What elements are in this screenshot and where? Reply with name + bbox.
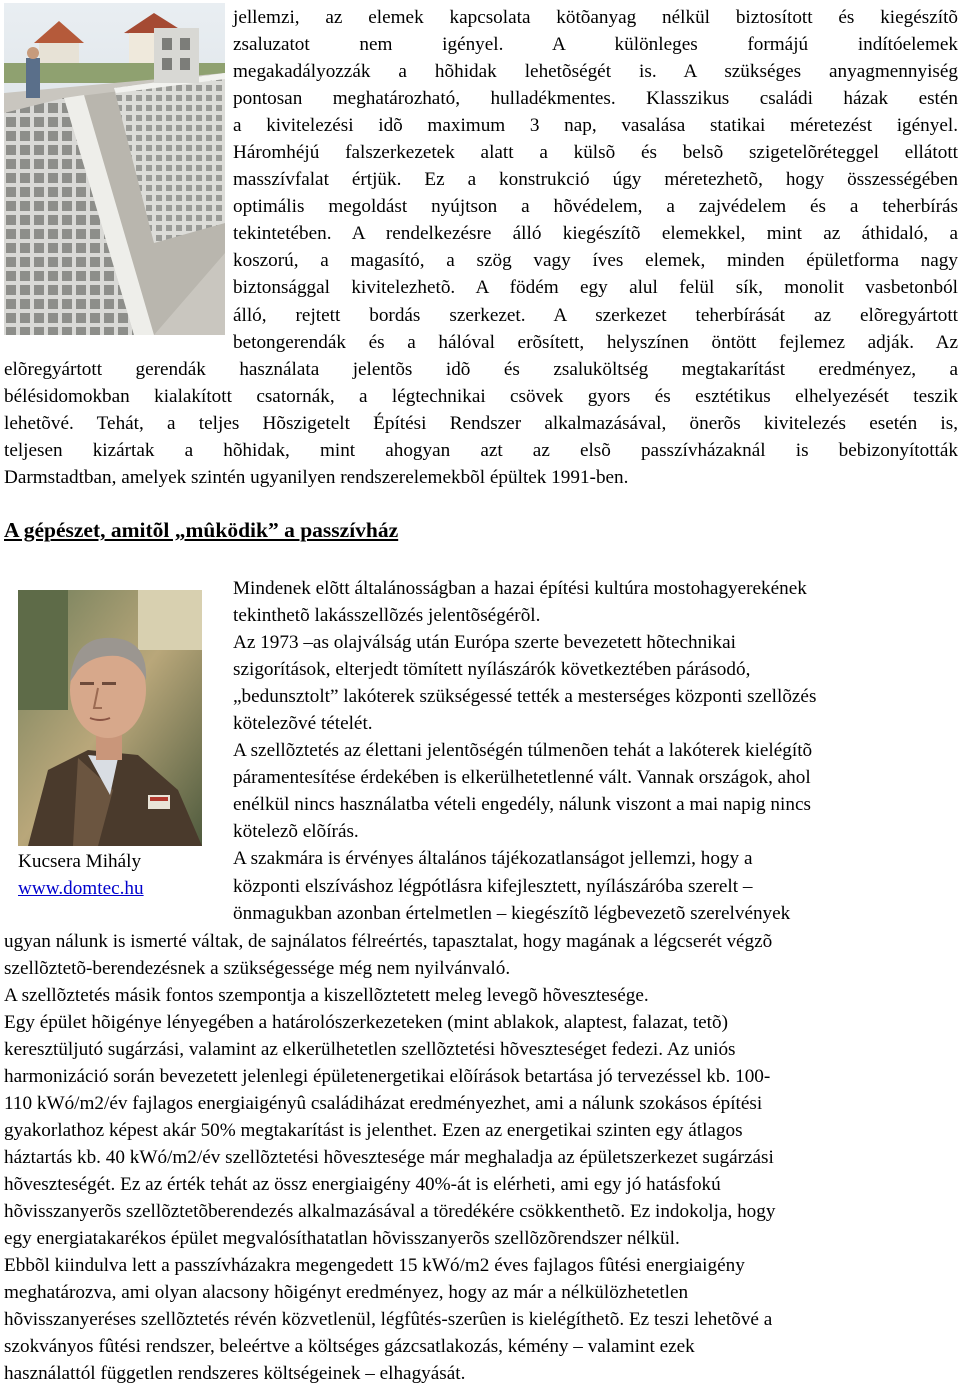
text-line: megakadályozzák a hõhidak lehetõségét is. A szükséges anyagmennyiség: [233, 61, 958, 83]
text-line: hõvisszanyerõs szellõztetõberendezés alkalmazásával a töredékére csökkenthetõ. Ez indokolja, hogy: [4, 1200, 776, 1222]
text-line: álló, rejtett bordás szerkezet. A szerkezet teherbírását az elõregyártott: [233, 304, 958, 326]
intro-paragraph-full: [4, 356, 958, 491]
text-line: enélkül nincs használatba vételi engedély, nálunk viszont a mai napig nincs: [233, 794, 811, 816]
text-line: gyakorlathoz képest akár 50% megtakarítást is jelenthet. Ezen az energetikai szinten egy átlagos: [4, 1119, 743, 1141]
text-line: A szakmára is érvényes általános tájékozatlanságot jellemzi, hogy a: [233, 848, 753, 870]
text-line: lehetõvé. Tehát, a teljes Hõszigetelt Építési Rendszer alkalmazásával, önerõs kivitelezés esetén is,: [4, 412, 958, 434]
section-heading: A gépészet, amitõl „mûködik” a passzívház: [4, 518, 399, 542]
text-line: háztartás kb. 40 kWó/m2/év szellõztetési hõvesztesége már meghaladja az épületszerkezet sugárzási: [4, 1146, 774, 1168]
text-line: bélésidomokban kialakított csatornák, a légtechnikai csövek gyors és esztétikus elhelyezését teszik: [4, 385, 958, 407]
text-line: koszorú, a magasító, a szög vagy íves elemek, minden épületforma nagy: [233, 250, 958, 272]
text-line: zsaluzatot nem igényel. A különleges formájú indítóelemek: [233, 34, 958, 56]
text-line: a kivitelezési idõ maximum 3 nap, vasalása statikai méretezést igényel.: [233, 115, 958, 137]
body-paragraph: [4, 928, 958, 1388]
text-line: kötelezõvé tételét.: [233, 713, 373, 735]
text-line: masszívfalat értjük. Ez a konstrukció úgy méretezhetõ, hogy összességében: [233, 169, 958, 191]
text-line: tekinthetõ lakásszellõzés jelentõségérõl.: [233, 605, 541, 627]
text-line: optimális megoldást nyújtson a hõvédelem, a zajvédelem és a teherbírás: [233, 196, 958, 218]
text-line: keresztüljutó sugárzási, valamint az elkerülhetetlen szellõztetési hõveszteséget fedezi. Az uniós: [4, 1038, 736, 1060]
text-line: páramentesítése érdekében is elkerülhetetlenné vált. Vannak országok, ahol: [233, 767, 811, 789]
text-line: kötelezõ elõírás.: [233, 821, 359, 843]
text-line: harmonizáció során bevezetett jelenlegi épületenergetikai elõírások betartása jó tervezéssel kb. 100-: [4, 1065, 771, 1087]
text-line: hõveszteségét. Ez az érték tehát az össz energiaigény 40%-át is elérheti, ami egy jó hatásfokú: [4, 1173, 721, 1195]
text-line: meghatározva, ami olyan alacsony hõigényt eredményez, hogy az már a nélkülözhetetlen: [4, 1282, 689, 1304]
text-line: központi elszíváshoz légpótlásra kifejlesztett, nyílászáróba szerelt –: [233, 875, 753, 897]
text-line: egy energiatakarékos épület megvalósíthatatlan hõvisszanyerõs szellõzõrendszer nélkül.: [4, 1228, 680, 1250]
text-line: jellemzi, az elemek kapcsolata kötõanyag nélkül biztosított és kiegészítõ: [233, 7, 958, 28]
text-line: hõvisszanyeréses szellõztetés révén közvetlenül, légfûtés-szerûen is kielégíthetõ. Ez teszi lehetõvé a: [4, 1309, 773, 1331]
text-line: szellõztetõ-berendezésnek a szükségessége még nem nyilvánvaló.: [4, 957, 511, 979]
text-line: elõregyártott gerendák használata jelentõs idõ és zsaluköltség megtakarítást eredményez, a: [4, 358, 958, 380]
text-line: teljesen kizártak a hõhidak, mint ahogyan azt az elsõ passzívházaknál is bebizonyították: [4, 439, 958, 461]
text-line: Mindenek elõtt általánosságban a hazai építési kultúra mostohagyerekének: [233, 578, 807, 599]
text-line: biztonsággal kivitelezhetõ. A födém egy alul felül sík, monolit vasbetonból: [233, 277, 958, 299]
intro-paragraph-side: [233, 4, 958, 356]
text-line: pontosan meghatározható, hulladékmentes. Klasszikus családi házak estén: [233, 88, 958, 110]
text-line: ugyan nálunk is ismerté váltak, de sajnálatos félreértés, tapasztalat, hogy magának a légcserét végzõ: [4, 930, 773, 952]
text-line: A szellõztetés az élettani jelentõségén túlmenõen tehát a lakóterek kielégítõ: [233, 740, 813, 762]
text-line: 110 kWó/m2/év fajlagos energiaigényû családiházat eredményezhet, ami a nálunk szokásos építési: [4, 1092, 763, 1114]
portrait-caption-link[interactable]: www.domtec.hu: [18, 878, 144, 899]
text-line: tekintetében. A rendelkezésre álló kiegészítõ elemekkel, mint az áthidaló, a: [233, 223, 958, 245]
text-line: „bedunsztolt” lakóterek szükségessé tették a mesterséges központi szellõzés: [233, 686, 817, 708]
text-line: Háromhéjú falszerkezetek alatt a külsõ és belsõ szigetelõréteggel ellátott: [233, 142, 958, 164]
text-line: önmagukban azonban értelmetlen – kiegészítõ légbevezetõ szerelvények: [233, 902, 791, 924]
text-line: A szellõztetés másik fontos szempontja a kiszellõztetett meleg levegõ hõvesztesége.: [4, 984, 649, 1006]
text-line: szokványos fûtési rendszer, beleértve a költséges gázcsatlakozás, kémény – valamint ezek: [4, 1336, 695, 1358]
construction-photo: [4, 3, 225, 335]
side-paragraph: [233, 575, 958, 927]
text-line: Egy épület hõigénye lényegében a határolószerkezeteken (mint ablakok, alaptest, falazat, tetõ): [4, 1011, 729, 1033]
text-line: Az 1973 –as olajválság után Európa szerte bevezetett hõtechnikai: [233, 632, 736, 654]
text-line: Darmstadtban, amelyek szintén ugyanilyen rendszerelemekbõl épültek 1991-ben.: [4, 466, 629, 488]
text-line: Ebbõl kiindulva lett a passzívházakra megengedett 15 kWó/m2 éves fajlagos fûtési energiaigény: [4, 1255, 745, 1277]
portrait-photo: [18, 590, 202, 846]
text-line: betongerendák és a hálóval erõsített, helyszínen öntött fejlemez adják. Az: [233, 331, 958, 353]
text-line: használattól független rendszeres költségeinek – elhagyását.: [4, 1363, 466, 1385]
text-line: szigorítások, elterjedt tömített nyílászárók következtében párásodó,: [233, 659, 751, 681]
portrait-caption-name: Kucsera Mihály: [18, 851, 142, 872]
